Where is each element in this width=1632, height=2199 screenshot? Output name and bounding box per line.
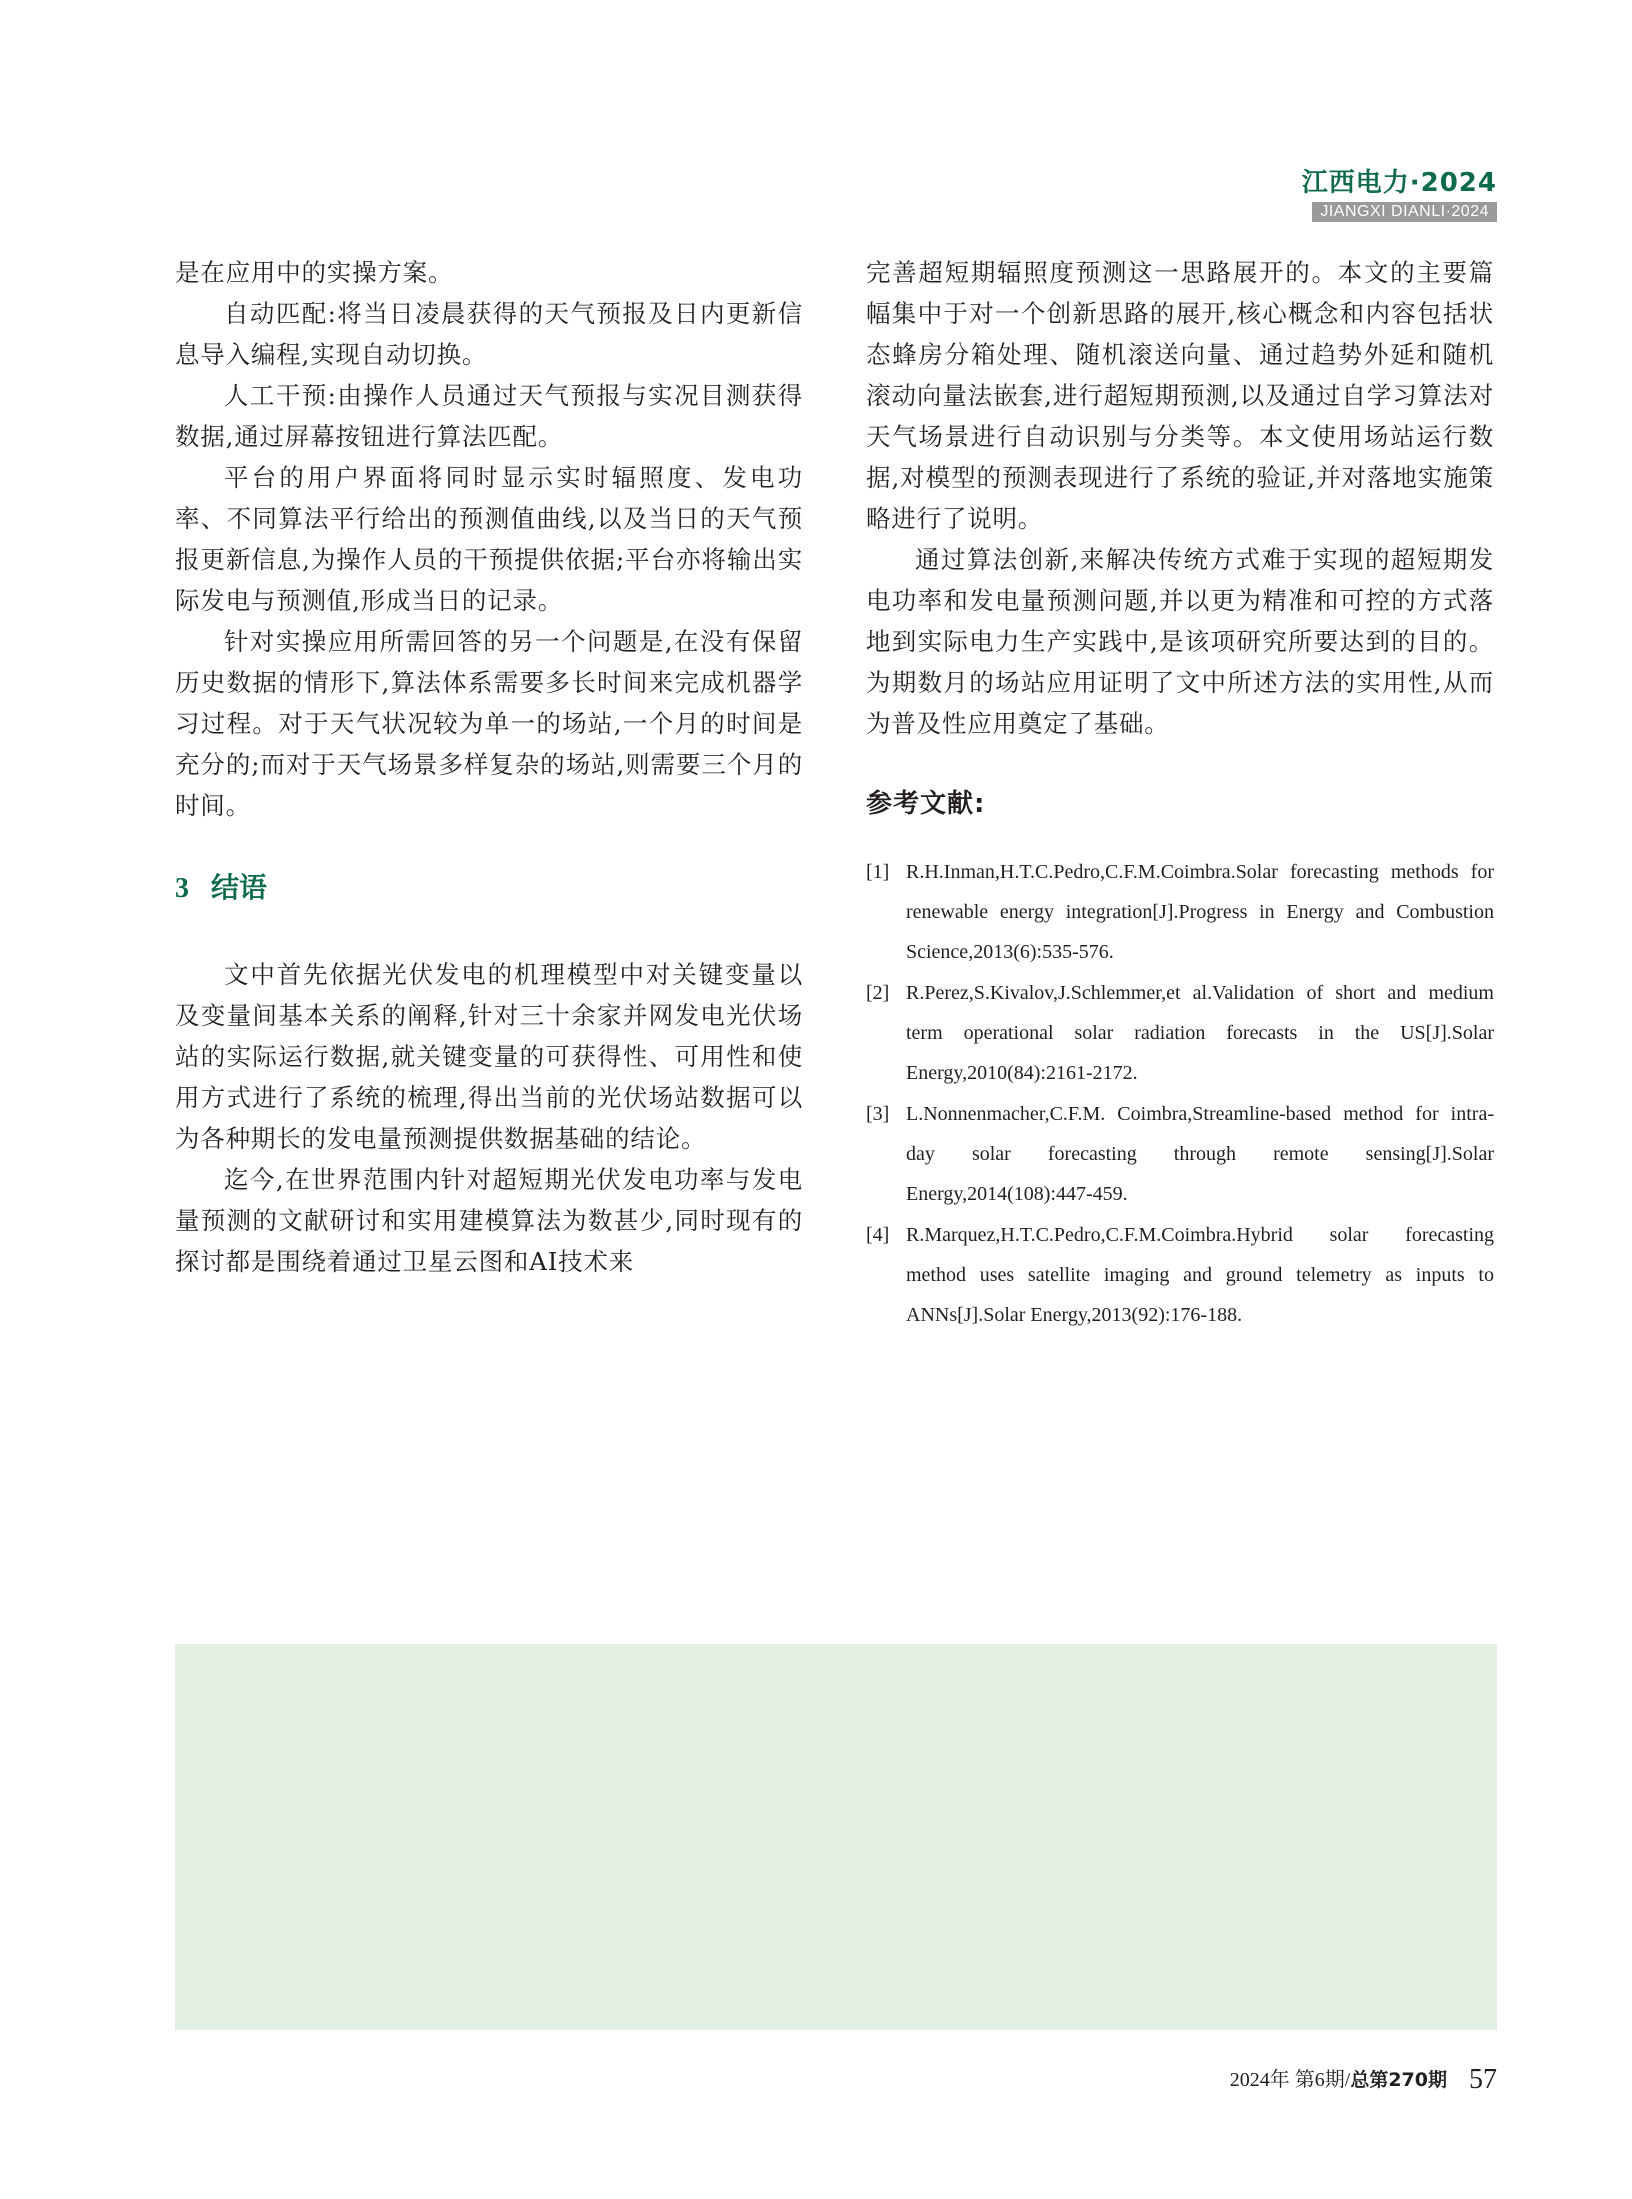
reference-item [866, 1094, 1494, 1214]
reference-text: R.Marquez,H.T.C.Pedro,C.F.M.Coimbra.Hybrid solar forecasting method uses satellite imaging and ground telemetry as inputs to ANNs[J].Solar Energy,2013(92):176-188. [906, 1224, 1494, 1326]
blank-green-panel [175, 1644, 1497, 2030]
paragraph: 通过算法创新,来解决传统方式难于实现的超短期发电功率和发电量预测问题,并以更为精准和可控的方式落地到实际电力生产实践中,是该项研究所要达到的目的。为期数月的场站应用证明了文中所述方法的实用性,从而为普及性应用奠定了基础。 [866, 545, 1494, 738]
reference-number: [3] [866, 1103, 890, 1125]
right-column [866, 252, 1494, 1336]
left-column [175, 252, 803, 1282]
journal-title: 江西电力·2024 [1301, 168, 1497, 198]
reference-text: L.Nonnenmacher,C.F.M. Coimbra,Streamline-based method for intra-day solar forecasting through remote sensing[J].Solar Energy,2014(108):447-459. [906, 1103, 1494, 1205]
paragraph: 文中首先依据光伏发电的机理模型中对关键变量以及变量间基本关系的阐释,针对三十余家并网发电光伏场站的实际运行数据,就关键变量的可获得性、可用性和使用方式进行了系统的梳理,得出当前的光伏场站数据可以为各种期长的发电量预测提供数据基础的结论。 [175, 960, 803, 1153]
reference-list [866, 852, 1494, 1335]
paragraph: 完善超短期辐照度预测这一思路展开的。本文的主要篇幅集中于对一个创新思路的展开,核心概念和内容包括状态蜂房分箱处理、随机滚送向量、通过趋势外延和随机滚动向量法嵌套,进行超短期预测,以及通过自学习算法对天气场景进行自动识别与分类等。本文使用场站运行数据,对模型的预测表现进行了系统的验证,并对落地实施策略进行了说明。 [866, 258, 1494, 533]
paragraph: 是在应用中的实操方案。 [175, 258, 454, 287]
page-footer [1230, 2065, 1497, 2095]
section-title: 结语 [211, 871, 268, 904]
issue-text: 2024年 第6期/ [1229, 2069, 1351, 2091]
reference-number: [2] [866, 982, 890, 1004]
section-heading [175, 868, 803, 909]
paragraph: 人工干预:由操作人员通过天气预报与实况目测获得数据,通过屏幕按钮进行算法匹配。 [175, 381, 803, 451]
reference-number: [1] [866, 861, 890, 883]
reference-text: R.H.Inman,H.T.C.Pedro,C.F.M.Coimbra.Solar forecasting methods for renewable energy integration[J].Progress in Energy and Combustion Science,2013(6):535-576. [906, 861, 1494, 963]
journal-header [1257, 166, 1497, 222]
reference-item [866, 1215, 1494, 1335]
paragraph: 迄今,在世界范围内针对超短期光伏发电功率与发电量预测的文献研讨和实用建模算法为数甚少,同时现有的探讨都是围绕着通过卫星云图和AI技术来 [175, 1165, 803, 1276]
journal-subtitle: JIANGXI DIANLI·2024 [1312, 202, 1497, 222]
reference-item [866, 852, 1494, 972]
section-number: 3 [175, 873, 189, 904]
references-heading: 参考文献: [866, 789, 986, 819]
paragraph: 平台的用户界面将同时显示实时辐照度、发电功率、不同算法平行给出的预测值曲线,以及当日的天气预报更新信息,为操作人员的干预提供依据;平台亦将输出实际发电与预测值,形成当日的记录。 [175, 463, 803, 615]
total-issue: 总第270期 [1350, 2069, 1447, 2091]
reference-item [866, 973, 1494, 1093]
paragraph: 自动匹配:将当日凌晨获得的天气预报及日内更新信息导入编程,实现自动切换。 [175, 299, 803, 369]
reference-number: [4] [866, 1224, 890, 1246]
reference-text: R.Perez,S.Kivalov,J.Schlemmer,et al.Validation of short and medium term operational solar radiation forecasts in the US[J].Solar Energy,2010(84):2161-2172. [906, 982, 1494, 1084]
page-number: 57 [1469, 2064, 1497, 2095]
paragraph: 针对实操应用所需回答的另一个问题是,在没有保留历史数据的情形下,算法体系需要多长时间来完成机器学习过程。对于天气状况较为单一的场站,一个月的时间是充分的;而对于天气场景多样复杂的场站,则需要三个月的时间。 [175, 627, 803, 820]
